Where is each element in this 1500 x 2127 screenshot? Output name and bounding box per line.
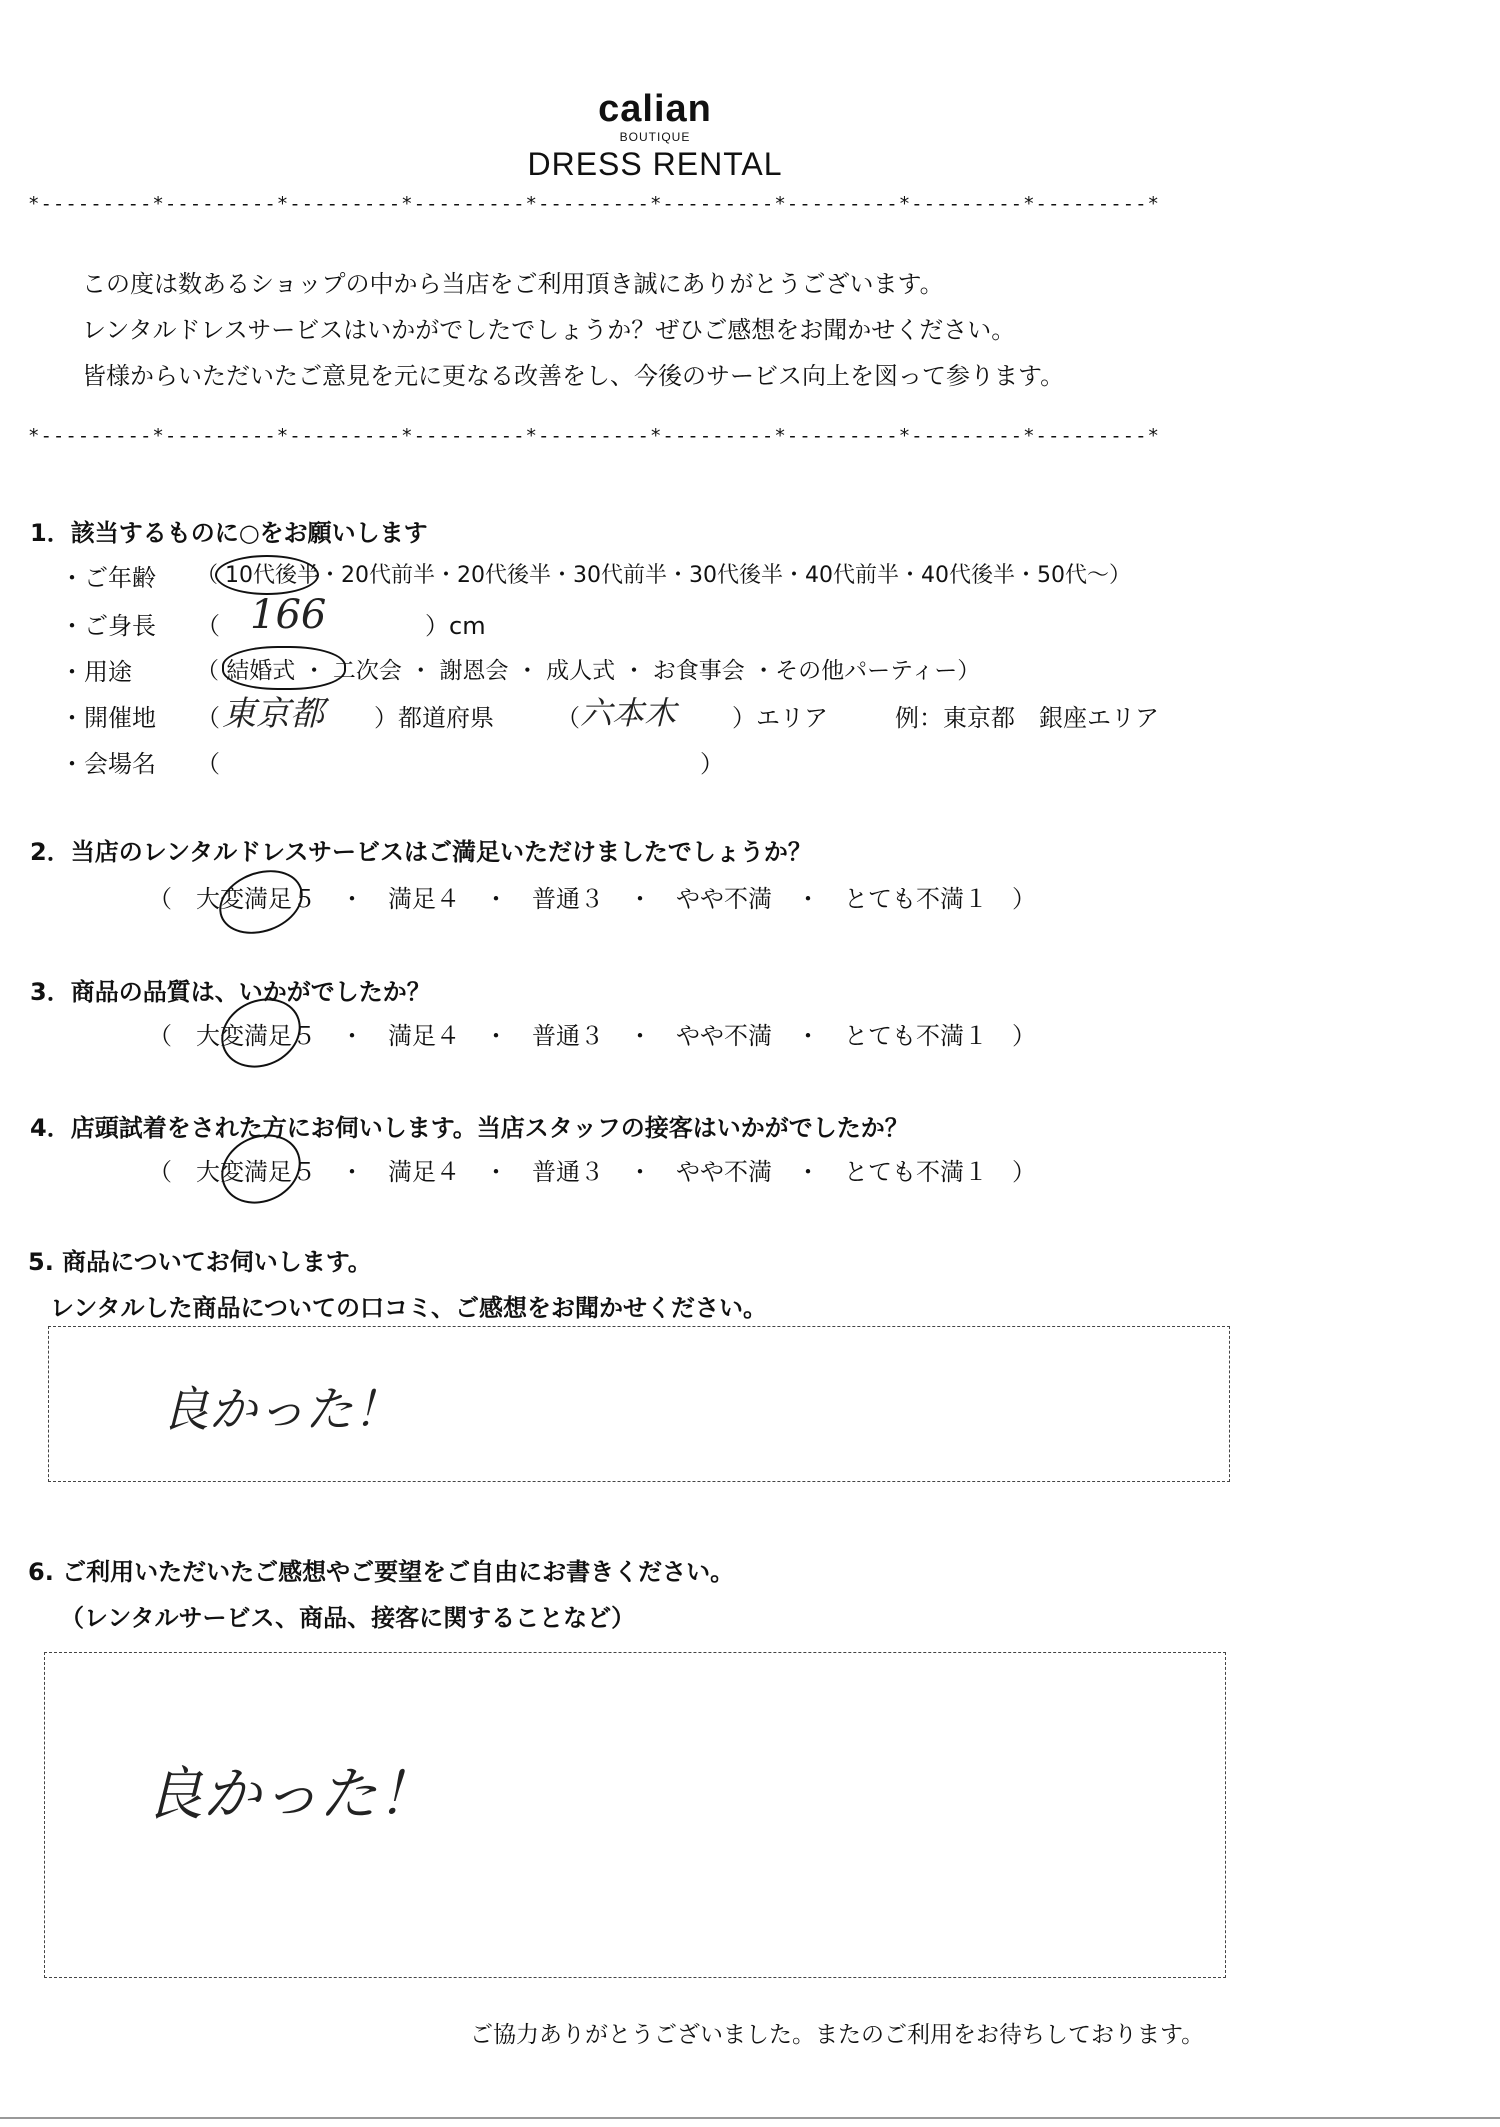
q2-title: 2．当店のレンタルドレスサービスはご満足いただけましたでしょうか？ bbox=[30, 838, 812, 866]
q6-answer-box bbox=[44, 1652, 1226, 1978]
q1-title: 1．該当するものに○をお願いします bbox=[30, 519, 428, 547]
q3-title: 3．商品の品質は、いかがでしたか？ bbox=[30, 978, 431, 1006]
venue-area-value: 六本木 bbox=[580, 694, 677, 732]
venue-area-open: （ bbox=[556, 704, 580, 732]
purpose-selection-mark bbox=[222, 646, 346, 690]
hall-close: ） bbox=[700, 750, 724, 778]
q4-title: 4．店頭試着をされた方にお伺いします。当店スタッフの接客はいかがでしたか？ bbox=[30, 1114, 909, 1142]
brand-subtitle: BOUTIQUE bbox=[619, 130, 691, 144]
q4-scale: （ 大変満足５ ・ 満足４ ・ 普通３ ・ やや不満 ・ とても不満１ ） bbox=[148, 1158, 1036, 1186]
height-open: （ bbox=[196, 612, 220, 640]
venue-open: （ bbox=[196, 704, 220, 732]
purpose-options: （ 結婚式 ・ 二次会 ・ 謝恩会 ・ 成人式 ・ お食事会 ・その他パーティー） bbox=[196, 658, 981, 684]
hall-label: ・会場名 bbox=[60, 750, 156, 778]
intro-line-1: この度は数あるショップの中から当店をご利用頂き誠にありがとうございます。 bbox=[82, 270, 944, 298]
age-options: （ 10代後半・20代前半・20代後半・30代前半・30代後半・40代前半・40代後半・50代～） bbox=[196, 563, 1131, 588]
intro-line-3: 皆様からいただいたご意見を元に更なる改善をし、今後のサービス向上を図って参ります。 bbox=[82, 362, 1065, 390]
divider-bottom: *---------*---------*---------*---------*---------*---------*---------*---------*---------* bbox=[28, 425, 1160, 447]
venue-label: ・開催地 bbox=[60, 704, 156, 732]
divider-top: *---------*---------*---------*---------*---------*---------*---------*---------*---------* bbox=[28, 193, 1160, 215]
q5-subtitle: レンタルした商品についての口コミ、ご感想をお聞かせください。 bbox=[50, 1294, 767, 1322]
q2-selection-mark bbox=[210, 859, 311, 945]
venue-prefecture-value: 東京都 bbox=[222, 694, 324, 734]
brand-logo: calian bbox=[598, 88, 712, 130]
age-selection-mark bbox=[215, 555, 319, 595]
venue-prefecture-suffix: ）都道府県 bbox=[374, 704, 494, 732]
height-unit: ）cm bbox=[425, 612, 486, 640]
height-label: ・ご身長 bbox=[60, 612, 156, 640]
purpose-label: ・用途 bbox=[60, 658, 132, 686]
q2-scale: （ 大変満足５ ・ 満足４ ・ 普通３ ・ やや不満 ・ とても不満１ ） bbox=[148, 885, 1036, 913]
form-title: DRESS RENTAL bbox=[527, 146, 783, 182]
intro-line-2: レンタルドレスサービスはいかがでしたでしょうか？ぜひご感想をお聞かせください。 bbox=[82, 316, 1016, 344]
scan-edge bbox=[0, 2117, 1500, 2119]
q5-title: 5. 商品についてお伺いします。 bbox=[28, 1248, 372, 1276]
q3-scale: （ 大変満足５ ・ 満足４ ・ 普通３ ・ やや不満 ・ とても不満１ ） bbox=[148, 1022, 1036, 1050]
q6-subtitle: （レンタルサービス、商品、接客に関することなど） bbox=[60, 1604, 636, 1632]
age-label: ・ご年齢 bbox=[60, 564, 156, 592]
q6-answer: 良かった！ bbox=[145, 1760, 436, 1828]
q6-title: 6. ご利用いただいたご感想やご要望をご自由にお書きください。 bbox=[28, 1558, 735, 1586]
q5-answer-box bbox=[48, 1326, 1230, 1482]
q5-answer: 良かった！ bbox=[161, 1382, 402, 1438]
footer-message: ご協力ありがとうございました。またのご利用をお待ちしております。 bbox=[470, 2022, 1205, 2048]
hall-open: （ bbox=[196, 750, 220, 778]
venue-example: 例：東京都 銀座エリア bbox=[895, 704, 1159, 732]
venue-area-suffix: ）エリア bbox=[732, 704, 828, 732]
height-value: 166 bbox=[250, 592, 327, 638]
